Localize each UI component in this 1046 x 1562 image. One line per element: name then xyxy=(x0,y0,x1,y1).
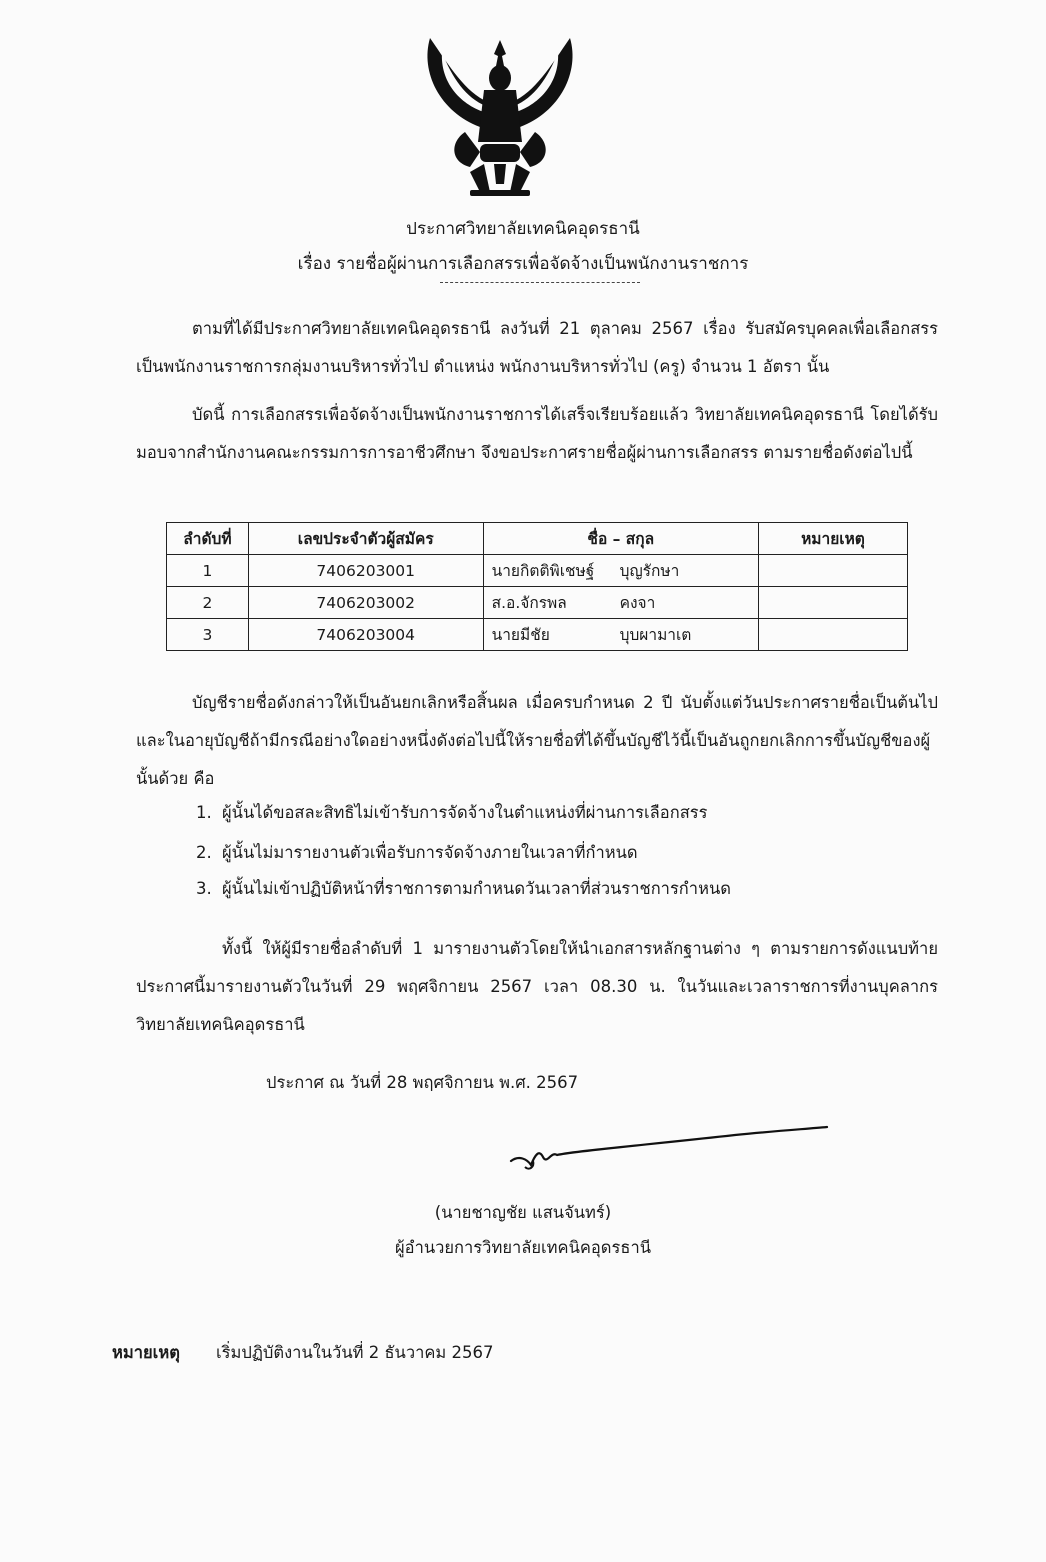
cell-full-name xyxy=(483,555,758,587)
condition-number: 2. xyxy=(196,843,212,862)
cell-applicant-id: 7406203002 xyxy=(248,587,483,619)
header-order: ลำดับที่ xyxy=(167,523,249,555)
condition-text: ผู้นั้นได้ขอสละสิทธิไม่เข้ารับการจัดจ้างในตำแหน่งที่ผ่านการเลือกสรร xyxy=(222,803,708,822)
cell-last-name: บุญรักษา xyxy=(619,562,680,580)
footnote-text: เริ่มปฏิบัติงานในวันที่ 2 ธันวาคม 2567 xyxy=(216,1343,494,1362)
header-full-name: ชื่อ – สกุล xyxy=(483,523,758,555)
cell-last-name: คงจา xyxy=(619,594,656,612)
condition-item xyxy=(196,800,708,826)
cell-first-name: นายมีชัย xyxy=(491,626,550,644)
condition-number: 1. xyxy=(196,803,212,822)
cell-first-name: นายกิตติพิเชษฐ์ xyxy=(491,562,595,580)
table-header-row xyxy=(167,523,908,555)
results-table xyxy=(166,522,908,651)
cell-remark xyxy=(758,555,907,587)
condition-number: 3. xyxy=(196,879,212,898)
signature-icon xyxy=(505,1115,835,1175)
cell-applicant-id: 7406203001 xyxy=(248,555,483,587)
header-applicant-id: เลขประจำตัวผู้สมัคร xyxy=(248,523,483,555)
paragraph-announcement: บัดนี้ การเลือกสรรเพื่อจัดจ้างเป็นพนักงานราชการได้เสร็จเรียบร้อยแล้ว วิทยาลัยเทคนิคอุดรธานี โดยได้รับมอบจากสำนักงานคณะกรรมการการอาชีวศึกษา จึงขอประกาศรายชื่อผู้ผ่านการเลือกสรร ตามรายชื่อดังต่อไปนี้ xyxy=(136,405,938,462)
cell-applicant-id: 7406203004 xyxy=(248,619,483,651)
paragraph-report-instructions: ทั้งนี้ ให้ผู้มีรายชื่อลำดับที่ 1 มารายงานตัวโดยให้นำเอกสารหลักฐานต่าง ๆ ตามรายการดังแนบท้ายประกาศนี้มารายงานตัวในวันที่ 29 พฤศจิกายน 2567 เวลา 08.30 น. ในวันและเวลาราชการที่งานบุคลากร วิทยาลัยเทคนิคอุดรธานี xyxy=(136,939,938,1034)
condition-item xyxy=(196,840,638,866)
table-row xyxy=(167,587,908,619)
cell-remark xyxy=(758,619,907,651)
cell-order: 1 xyxy=(167,555,249,587)
condition-text: ผู้นั้นไม่มารายงานตัวเพื่อรับการจัดจ้างภายในเวลาที่กำหนด xyxy=(222,843,638,862)
condition-text: ผู้นั้นไม่เข้าปฏิบัติหน้าที่ราชการตามกำหนดวันเวลาที่ส่วนราชการกำหนด xyxy=(222,879,731,898)
condition-item xyxy=(196,876,731,902)
cell-remark xyxy=(758,587,907,619)
signer-position: ผู้อำนวยการวิทยาลัยเทคนิคอุดรธานี xyxy=(395,1238,651,1257)
announcement-title: ประกาศวิทยาลัยเทคนิคอุดรธานี xyxy=(406,219,640,239)
cell-last-name: บุบผามาเต xyxy=(619,626,692,644)
garuda-emblem-icon xyxy=(410,32,590,202)
cell-first-name: ส.อ.จักรพล xyxy=(491,594,567,612)
footnote-label: หมายเหตุ xyxy=(112,1343,180,1362)
cell-full-name xyxy=(483,587,758,619)
signer-name: (นายชาญชัย แสนจันทร์) xyxy=(434,1203,612,1222)
paragraph-background: ตามที่ได้มีประกาศวิทยาลัยเทคนิคอุดรธานี ลงวันที่ 21 ตุลาคม 2567 เรื่อง รับสมัครบุคคลเพื่อเลือกสรรเป็นพนักงานราชการกลุ่มงานบริหารทั่วไป ตำแหน่ง พนักงานบริหารทั่วไป (ครู) จำนวน 1 อัตรา นั้น xyxy=(136,319,938,376)
paragraph-list-validity: บัญชีรายชื่อดังกล่าวให้เป็นอันยกเลิกหรือสิ้นผล เมื่อครบกำหนด 2 ปี นับตั้งแต่วันประกาศรายชื่อเป็นต้นไป และในอายุบัญชีถ้ามีกรณีอย่างใดอย่างหนึ่งดังต่อไปนี้ให้รายชื่อที่ได้ขึ้นบัญชีไว้นี้เป็นอันถูกยกเลิกการขึ้นบัญชีของผู้นั้นด้วย คือ xyxy=(136,693,938,788)
table-row xyxy=(167,619,908,651)
footnote xyxy=(112,1340,494,1366)
announcement-subject: เรื่อง รายชื่อผู้ผ่านการเลือกสรรเพื่อจัดจ้างเป็นพนักงานราชการ xyxy=(297,254,749,274)
table-row xyxy=(167,555,908,587)
cell-full-name xyxy=(483,619,758,651)
header-remark: หมายเหตุ xyxy=(758,523,907,555)
cell-order: 3 xyxy=(167,619,249,651)
announcement-date: ประกาศ ณ วันที่ 28 พฤศจิกายน พ.ศ. 2567 xyxy=(266,1073,579,1092)
title-separator xyxy=(440,282,640,283)
cell-order: 2 xyxy=(167,587,249,619)
